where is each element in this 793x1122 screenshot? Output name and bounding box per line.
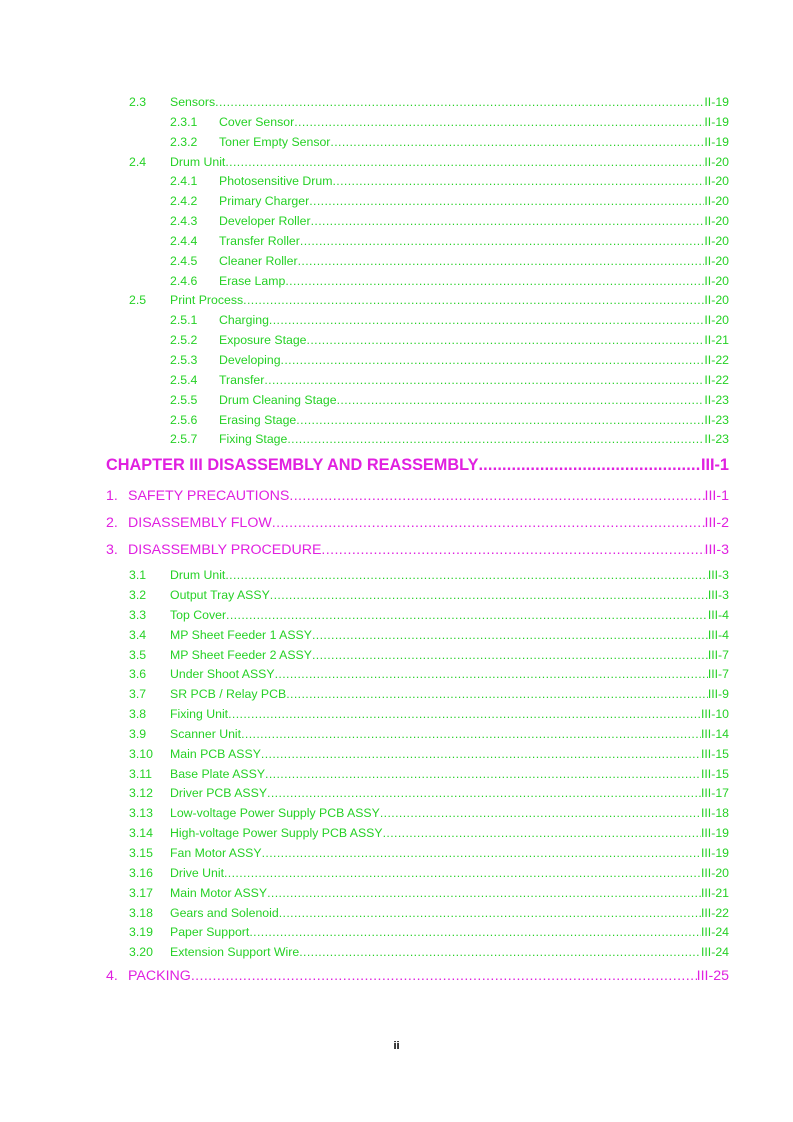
toc-entry-line xyxy=(106,450,729,480)
toc-entry-number: 3.2 xyxy=(129,588,147,603)
dot-leader xyxy=(311,212,705,232)
toc-entry-line xyxy=(170,566,729,586)
dot-leader xyxy=(286,685,708,705)
toc-entry-line xyxy=(170,606,729,626)
toc-entry-line xyxy=(219,212,729,232)
toc-entry-number: 3.17 xyxy=(129,885,153,900)
dot-leader xyxy=(299,943,701,963)
toc-entry-page: II-20 xyxy=(704,293,729,308)
toc-entry-line xyxy=(170,626,729,646)
toc-entry[interactable] xyxy=(0,113,793,133)
toc-entry-number: 3.1 xyxy=(129,568,147,583)
toc-entry-page: III-15 xyxy=(700,746,729,761)
toc-entry-number: 3.10 xyxy=(129,746,153,761)
toc-entry-title: Cover Sensor xyxy=(219,114,295,129)
toc-entry-page: III-22 xyxy=(700,905,729,920)
dot-leader xyxy=(285,272,704,292)
toc-entry[interactable] xyxy=(0,566,793,586)
toc-entry-line xyxy=(170,884,729,904)
toc-entry-line xyxy=(170,725,729,745)
toc-entry-number: 3.8 xyxy=(129,707,147,722)
toc-entry[interactable] xyxy=(0,272,793,292)
dot-leader xyxy=(309,192,704,212)
toc-entry[interactable] xyxy=(0,232,793,252)
toc-entry-number: 2.4.1 xyxy=(170,174,198,189)
toc-entry-page: III-3 xyxy=(707,568,729,583)
toc-entry-number: 2.5.7 xyxy=(170,432,198,447)
toc-entry-page: II-20 xyxy=(704,313,729,328)
toc-chapter-heading[interactable] xyxy=(0,450,793,480)
toc-entry-line xyxy=(128,963,729,990)
dot-leader xyxy=(321,537,704,564)
toc-entry-number: 3.4 xyxy=(129,627,147,642)
toc-entry-title: Drum Cleaning Stage xyxy=(219,392,337,407)
toc-entry-title: Developer Roller xyxy=(219,214,311,229)
toc-entry-number: 3. xyxy=(106,542,118,559)
toc-entry-page: III-17 xyxy=(700,786,729,801)
dot-leader xyxy=(296,411,704,431)
dot-leader xyxy=(241,725,701,745)
toc-entry-number: 3.15 xyxy=(129,846,153,860)
toc-entry-number: 3.20 xyxy=(129,945,153,960)
toc-entry-title: Fixing Stage xyxy=(219,432,288,447)
toc-entry-title: Erasing Stage xyxy=(219,412,297,427)
toc-entry-page: II-23 xyxy=(704,432,729,447)
toc-entry-line xyxy=(128,510,729,537)
toc-entry-title: Primary Charger xyxy=(219,194,310,209)
toc-entry-number: 3.18 xyxy=(129,905,153,920)
toc-entry-title: Drum Unit xyxy=(170,154,226,169)
toc-entry-line xyxy=(170,93,729,113)
toc-entry-number: 3.7 xyxy=(129,687,147,702)
toc-entry-page: III-25 xyxy=(696,968,729,985)
toc-entry[interactable] xyxy=(0,904,793,924)
toc-entry-number: 2.5.2 xyxy=(170,333,198,348)
toc-entry-number: 2.4.5 xyxy=(170,253,198,268)
toc-entry-number: 2. xyxy=(106,515,118,532)
toc-entry-title: Top Cover xyxy=(170,607,227,622)
toc-entry-title: Toner Empty Sensor xyxy=(219,134,331,149)
toc-entry-page: III-4 xyxy=(707,607,729,622)
toc-entry-line xyxy=(219,371,729,391)
toc-entry-page: III-7 xyxy=(707,667,729,682)
toc-entry-page: II-19 xyxy=(704,134,729,149)
toc-entry-page: II-20 xyxy=(704,174,729,189)
toc-entry-line xyxy=(170,804,729,824)
toc-entry[interactable] xyxy=(0,923,793,943)
toc-entry-line xyxy=(219,331,729,351)
toc-entry-title: Sensors xyxy=(170,95,216,109)
toc-entry-line xyxy=(170,864,729,884)
toc-entry-page: II-23 xyxy=(704,412,729,427)
dot-leader xyxy=(267,784,701,804)
toc-entry-number: 3.11 xyxy=(129,766,153,781)
toc-entry-line xyxy=(219,232,729,252)
toc-entry-page: II-23 xyxy=(704,392,729,407)
toc-entry-line xyxy=(170,153,729,173)
dot-leader xyxy=(262,844,701,864)
toc-entry-number: 2.4.2 xyxy=(170,194,198,209)
toc-entry[interactable] xyxy=(0,963,793,990)
toc-entry-line xyxy=(170,923,729,943)
toc-entry-number: 3.19 xyxy=(129,925,153,940)
toc-entry-title: Main Motor ASSY xyxy=(170,885,268,900)
toc-entry[interactable] xyxy=(0,884,793,904)
toc-entry-page: III-3 xyxy=(707,588,729,603)
dot-leader xyxy=(261,745,701,765)
toc-entry-line xyxy=(128,537,729,564)
toc-entry-line xyxy=(219,311,729,331)
toc-entry-line xyxy=(219,351,729,371)
toc-entry-number: 2.5 xyxy=(129,293,147,308)
toc-entry-line xyxy=(219,252,729,272)
toc-entry[interactable] xyxy=(0,153,793,173)
toc-entry-number: 3.12 xyxy=(129,786,153,801)
dot-leader xyxy=(191,963,697,990)
toc-entry-line xyxy=(128,483,729,510)
toc-entry[interactable] xyxy=(0,252,793,272)
toc-entry-title: Gears and Solenoid xyxy=(170,905,279,920)
toc-entry-line xyxy=(219,192,729,212)
toc-entry-line xyxy=(170,943,729,963)
toc-entry-page: III-19 xyxy=(700,826,729,841)
toc-entry-number: 2.5.6 xyxy=(170,412,198,427)
toc-entry-page: III-21 xyxy=(700,885,729,900)
toc-entry-title: DISASSEMBLY FLOW xyxy=(128,515,272,532)
toc-entry-page: III-24 xyxy=(700,945,729,960)
toc-entry-number: 2.4.4 xyxy=(170,233,198,248)
toc-entry-page: III-19 xyxy=(700,846,729,860)
dot-leader xyxy=(228,705,701,725)
toc-entry[interactable] xyxy=(0,510,793,537)
toc-entry[interactable] xyxy=(0,606,793,626)
toc-entry-title: Under Shoot ASSY xyxy=(170,667,275,682)
dot-leader xyxy=(478,450,701,480)
dot-leader xyxy=(294,113,704,133)
toc-entry[interactable] xyxy=(0,483,793,510)
toc-entry[interactable] xyxy=(0,192,793,212)
toc-entry-line xyxy=(170,765,729,785)
dot-leader xyxy=(287,430,704,450)
toc-entry-line xyxy=(219,133,729,153)
dot-leader xyxy=(267,884,701,904)
toc-entry-page: II-20 xyxy=(704,273,729,288)
toc-entry-title: Scanner Unit xyxy=(170,726,242,741)
toc-entry[interactable] xyxy=(0,133,793,153)
toc-entry-title: SAFETY PRECAUTIONS xyxy=(128,488,290,505)
toc-entry-number: 3.16 xyxy=(129,865,153,880)
toc-entry-line xyxy=(219,391,729,411)
toc-entry-page: III-4 xyxy=(707,627,729,642)
toc-entry[interactable] xyxy=(0,537,793,564)
toc-entry-page: III-1 xyxy=(700,456,729,475)
toc-entry-number: 3.5 xyxy=(129,647,147,662)
toc-entry-page: II-20 xyxy=(704,194,729,209)
toc-entry[interactable] xyxy=(0,430,793,450)
toc-entry[interactable] xyxy=(0,291,793,311)
toc-entry-page: II-22 xyxy=(704,372,729,387)
toc-entry-page: III-2 xyxy=(704,515,729,532)
dot-leader xyxy=(225,153,704,173)
toc-entry[interactable] xyxy=(0,784,793,804)
dot-leader xyxy=(264,371,704,391)
toc-entry-number: 2.3.1 xyxy=(170,114,198,129)
toc-entry-number: 3.13 xyxy=(129,806,153,821)
dot-leader xyxy=(300,232,705,252)
toc-entry[interactable] xyxy=(0,864,793,884)
toc-entry[interactable] xyxy=(0,745,793,765)
toc-entry-page: III-3 xyxy=(704,542,729,559)
toc-entry-title: Erase Lamp xyxy=(219,273,286,288)
toc-entry-number: 2.5.3 xyxy=(170,352,198,367)
toc-entry-title: CHAPTER III DISASSEMBLY AND REASSEMBLY xyxy=(106,456,479,475)
toc-entry-number: 4. xyxy=(106,968,118,985)
toc-entry-title: Extension Support Wire xyxy=(170,945,300,960)
toc-entry-title: MP Sheet Feeder 1 ASSY xyxy=(170,627,312,642)
toc-entry-line xyxy=(170,824,729,844)
toc-entry-title: High-voltage Power Supply PCB ASSY xyxy=(170,826,383,841)
toc-entry-page: II-22 xyxy=(704,352,729,367)
dot-leader xyxy=(312,626,708,646)
toc-entry-number: 3.14 xyxy=(129,826,153,841)
toc-entry-title: Transfer Roller xyxy=(219,233,300,248)
toc-entry-title: Paper Support xyxy=(170,925,250,940)
toc-entry[interactable] xyxy=(0,824,793,844)
toc-entry-line xyxy=(170,646,729,666)
dot-leader xyxy=(275,665,708,685)
toc-entry-number: 3.9 xyxy=(129,726,147,741)
toc-entry-line xyxy=(219,272,729,292)
toc-entry-number: 2.4 xyxy=(129,154,147,169)
toc-entry[interactable] xyxy=(0,725,793,745)
toc-entry[interactable] xyxy=(0,586,793,606)
toc-entry-page: III-15 xyxy=(700,766,729,781)
dot-leader xyxy=(226,606,708,626)
toc-entry-line xyxy=(170,586,729,606)
toc-entry-title: Output Tray ASSY xyxy=(170,588,270,603)
toc-entry[interactable] xyxy=(0,705,793,725)
toc-entry[interactable] xyxy=(0,371,793,391)
toc-entry-title: Developing xyxy=(219,352,281,367)
dot-leader xyxy=(307,331,705,351)
toc-entry[interactable] xyxy=(0,351,793,371)
dot-leader xyxy=(330,133,704,153)
toc-entry[interactable] xyxy=(0,391,793,411)
toc-entry-title: Exposure Stage xyxy=(219,333,307,348)
toc-entry-line xyxy=(219,172,729,192)
toc-entry-page: III-24 xyxy=(700,925,729,940)
toc-entry-title: Fan Motor ASSY xyxy=(170,846,262,860)
toc-entry-page: III-10 xyxy=(700,707,729,722)
dot-leader xyxy=(298,252,705,272)
toc-entry-page: III-9 xyxy=(707,687,729,702)
toc-entry[interactable] xyxy=(0,804,793,824)
toc-entry-line xyxy=(170,904,729,924)
toc-entry[interactable] xyxy=(0,646,793,666)
toc-entry-page: II-20 xyxy=(704,214,729,229)
toc-entry-line xyxy=(219,430,729,450)
toc-entry-number: 2.4.6 xyxy=(170,273,198,288)
table-of-contents xyxy=(0,93,793,990)
dot-leader xyxy=(312,646,708,666)
dot-leader xyxy=(265,765,701,785)
toc-entry[interactable] xyxy=(0,93,793,113)
dot-leader xyxy=(272,510,705,537)
toc-entry-line xyxy=(170,685,729,705)
toc-entry-title: Cleaner Roller xyxy=(219,253,298,268)
toc-entry-number: 3.3 xyxy=(129,607,147,622)
toc-entry-page: III-14 xyxy=(700,726,729,741)
dot-leader xyxy=(225,566,707,586)
toc-entry-page: II-20 xyxy=(704,154,729,169)
toc-entry-title: DISASSEMBLY PROCEDURE xyxy=(128,542,322,559)
toc-entry-line xyxy=(170,844,729,864)
toc-entry-title: Main PCB ASSY xyxy=(170,746,261,761)
toc-entry[interactable] xyxy=(0,765,793,785)
toc-entry-title: Driver PCB ASSY xyxy=(170,786,268,801)
toc-entry-number: 2.5.4 xyxy=(170,372,198,387)
toc-entry-page: II-20 xyxy=(704,253,729,268)
toc-entry-number: 2.5.1 xyxy=(170,313,198,328)
toc-entry-title: Base Plate ASSY xyxy=(170,766,266,781)
dot-leader xyxy=(243,291,704,311)
dot-leader xyxy=(383,824,701,844)
page-number: ii xyxy=(393,1040,400,1052)
toc-entry-line xyxy=(170,745,729,765)
dot-leader xyxy=(270,586,708,606)
toc-entry[interactable] xyxy=(0,212,793,232)
toc-entry[interactable] xyxy=(0,172,793,192)
toc-entry-page: II-19 xyxy=(704,114,729,129)
toc-entry-title: SR PCB / Relay PCB xyxy=(170,687,287,702)
dot-leader xyxy=(279,904,701,924)
toc-entry[interactable] xyxy=(0,626,793,646)
toc-entry[interactable] xyxy=(0,943,793,963)
toc-entry-title: Drum Unit xyxy=(170,568,226,583)
dot-leader xyxy=(215,93,704,113)
toc-entry-page: III-7 xyxy=(707,647,729,662)
toc-entry-number: 2.5.5 xyxy=(170,392,198,407)
toc-entry-number: 2.3 xyxy=(129,95,147,109)
dot-leader xyxy=(380,804,701,824)
toc-entry-page: III-1 xyxy=(704,488,729,505)
dot-leader xyxy=(289,483,704,510)
toc-entry[interactable] xyxy=(0,685,793,705)
toc-entry-title: PACKING xyxy=(128,968,191,985)
toc-entry[interactable] xyxy=(0,331,793,351)
toc-entry-title: Charging xyxy=(219,313,269,328)
toc-entry-line xyxy=(219,113,729,133)
toc-entry-page: II-20 xyxy=(704,233,729,248)
toc-entry-title: Low-voltage Power Supply PCB ASSY xyxy=(170,806,380,821)
toc-entry-page: II-21 xyxy=(704,333,729,348)
dot-leader xyxy=(249,923,701,943)
dot-leader xyxy=(224,864,701,884)
toc-entry-title: Fixing Unit xyxy=(170,707,229,722)
toc-entry-number: 2.3.2 xyxy=(170,134,198,149)
toc-entry-line xyxy=(170,291,729,311)
toc-entry-title: Drive Unit xyxy=(170,865,224,880)
toc-entry-page: III-18 xyxy=(700,806,729,821)
toc-entry-number: 1. xyxy=(106,488,118,505)
toc-entry[interactable] xyxy=(0,844,793,864)
dot-leader xyxy=(332,172,704,192)
toc-entry-title: Transfer xyxy=(219,372,265,387)
toc-entry-line xyxy=(170,705,729,725)
toc-entry-title: MP Sheet Feeder 2 ASSY xyxy=(170,647,312,662)
toc-entry[interactable] xyxy=(0,665,793,685)
toc-entry[interactable] xyxy=(0,411,793,431)
toc-entry[interactable] xyxy=(0,311,793,331)
toc-entry-line xyxy=(219,411,729,431)
dot-leader xyxy=(337,391,705,411)
toc-entry-page: II-19 xyxy=(704,95,729,109)
toc-entry-page: III-20 xyxy=(700,865,729,880)
toc-entry-title: Photosensitive Drum xyxy=(219,174,333,189)
toc-entry-title: Print Process xyxy=(170,293,244,308)
toc-entry-number: 2.4.3 xyxy=(170,214,198,229)
toc-entry-line xyxy=(170,665,729,685)
dot-leader xyxy=(269,311,704,331)
toc-entry-number: 3.6 xyxy=(129,667,147,682)
dot-leader xyxy=(281,351,705,371)
toc-entry-line xyxy=(170,784,729,804)
